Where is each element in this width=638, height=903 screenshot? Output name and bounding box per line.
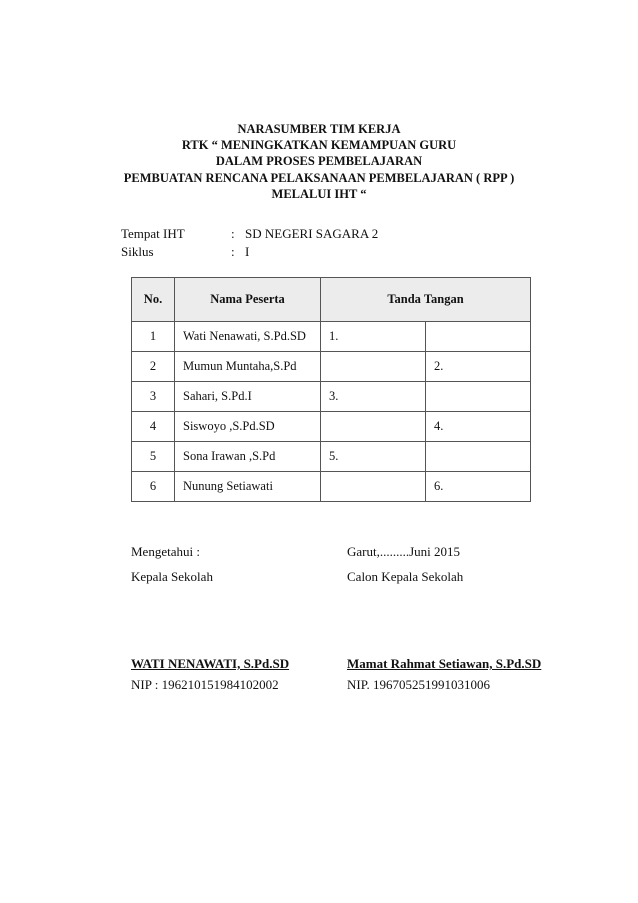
title-line: NARASUMBER TIM KERJA — [237, 122, 401, 136]
right-signer-role: Calon Kepala Sekolah — [347, 569, 464, 584]
table-row — [132, 322, 531, 352]
row-sign-right: 2. — [426, 352, 531, 382]
left-signer-name: WATI NENAWATI, S.Pd.SD — [131, 656, 290, 671]
row-sign-right — [426, 442, 531, 472]
cycle-value: I — [245, 244, 250, 259]
table-row — [132, 352, 531, 382]
row-name: Mumun Muntaha,S.Pd — [175, 352, 321, 382]
title-line: MELALUI IHT “ — [271, 186, 367, 201]
acknowledged-label: Mengetahui : — [131, 544, 200, 559]
place-colon: : — [231, 226, 235, 241]
row-no: 3 — [132, 382, 175, 412]
header-no: No. — [132, 278, 175, 322]
row-no: 6 — [132, 472, 175, 502]
row-sign-right — [426, 322, 531, 352]
table-row — [132, 382, 531, 412]
table-row — [132, 412, 531, 442]
row-name: Siswoyo ,S.Pd.SD — [175, 412, 321, 442]
row-sign-left — [321, 412, 426, 442]
table-header-row — [132, 278, 531, 322]
row-sign-left: 3. — [321, 382, 426, 412]
row-no: 5 — [132, 442, 175, 472]
place-value: SD NEGERI SAGARA 2 — [245, 226, 379, 241]
row-no: 2 — [132, 352, 175, 382]
left-signer-role: Kepala Sekolah — [131, 569, 213, 584]
place-date: Garut,.........Juni 2015 — [347, 544, 461, 559]
place-label: Tempat IHT — [121, 226, 185, 241]
row-sign-left — [321, 352, 426, 382]
row-sign-left: 1. — [321, 322, 426, 352]
row-name: Sona Irawan ,S.Pd — [175, 442, 321, 472]
table-row — [132, 442, 531, 472]
document-title — [0, 121, 638, 202]
row-sign-left: 5. — [321, 442, 426, 472]
row-name: Nunung Setiawati — [175, 472, 321, 502]
header-signature: Tanda Tangan — [321, 278, 531, 322]
title-line: RTK “ MENINGKATKAN KEMAMPUAN GURU — [181, 138, 457, 153]
title-line: PEMBUATAN RENCANA PELAKSANAAN PEMBELAJARAN ( RPP ) — [123, 170, 515, 185]
row-name: Sahari, S.Pd.I — [175, 382, 321, 412]
title-line: DALAM PROSES PEMBELAJARAN — [215, 154, 423, 169]
table-row — [132, 472, 531, 502]
row-no: 1 — [132, 322, 175, 352]
attendance-table — [131, 277, 531, 502]
row-sign-right — [426, 382, 531, 412]
row-sign-right: 4. — [426, 412, 531, 442]
row-name: Wati Nenawati, S.Pd.SD — [175, 322, 321, 352]
row-no: 4 — [132, 412, 175, 442]
left-signer-nip: NIP : 196210151984102002 — [131, 677, 279, 692]
right-signer-nip: NIP. 196705251991031006 — [347, 677, 491, 692]
cycle-label: Siklus — [121, 244, 154, 259]
row-sign-left — [321, 472, 426, 502]
header-name: Nama Peserta — [175, 278, 321, 322]
row-sign-right: 6. — [426, 472, 531, 502]
right-signer-name: Mamat Rahmat Setiawan, S.Pd.SD — [347, 656, 542, 671]
cycle-colon: : — [231, 244, 235, 259]
